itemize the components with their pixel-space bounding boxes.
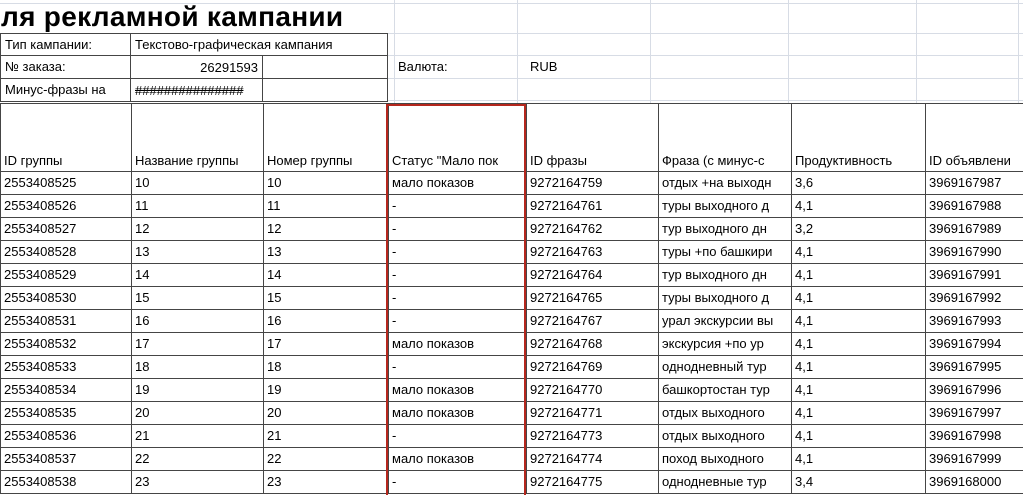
- order-number-value-cell[interactable]: 26291593: [130, 55, 263, 79]
- cell-nazvanie-gruppy[interactable]: 15: [132, 287, 264, 310]
- cell-produktivnost[interactable]: 4,1: [792, 241, 926, 264]
- cell-id-frazy[interactable]: 9272164761: [527, 195, 659, 218]
- cell-status-malo-pokazov[interactable]: мало показов: [389, 379, 527, 402]
- empty-cell[interactable]: [262, 55, 388, 79]
- gridline: [517, 0, 518, 103]
- cell-id-gruppy[interactable]: 2553408526: [1, 195, 132, 218]
- cell-produktivnost[interactable]: 3,2: [792, 218, 926, 241]
- table-row: [1, 333, 1023, 356]
- cell-nomer-gruppy[interactable]: 18: [264, 356, 389, 379]
- gridline: [387, 55, 1023, 56]
- cell-nazvanie-gruppy[interactable]: 18: [132, 356, 264, 379]
- table-row: [1, 379, 1023, 402]
- cell-produktivnost[interactable]: 3,6: [792, 172, 926, 195]
- cell-id-obyavleniya[interactable]: 3969168000: [926, 471, 1023, 494]
- cell-id-frazy[interactable]: 9272164763: [527, 241, 659, 264]
- cell-nazvanie-gruppy[interactable]: 12: [132, 218, 264, 241]
- table-row: [1, 241, 1023, 264]
- cell-id-frazy[interactable]: 9272164773: [527, 425, 659, 448]
- campaign-type-value-cell[interactable]: Текстово-графическая кампания: [130, 33, 388, 56]
- cell-status-malo-pokazov[interactable]: -: [389, 471, 527, 494]
- cell-produktivnost[interactable]: 4,1: [792, 195, 926, 218]
- cell-fraza[interactable]: отдых выходного: [659, 402, 792, 425]
- cell-fraza[interactable]: туры выходного д: [659, 287, 792, 310]
- cell-produktivnost[interactable]: 3,4: [792, 471, 926, 494]
- gridline: [1018, 0, 1019, 103]
- cell-id-gruppy[interactable]: 2553408538: [1, 471, 132, 494]
- cell-nomer-gruppy[interactable]: 22: [264, 448, 389, 471]
- table-header-row: [1, 104, 1023, 172]
- cell-produktivnost[interactable]: 4,1: [792, 264, 926, 287]
- order-number-label-cell[interactable]: № заказа:: [0, 55, 131, 79]
- cell-status-malo-pokazov[interactable]: -: [389, 356, 527, 379]
- cell-nomer-gruppy[interactable]: 23: [264, 471, 389, 494]
- currency-value-cell[interactable]: RUB: [530, 59, 558, 74]
- cell-fraza[interactable]: экскурсия +по ур: [659, 333, 792, 356]
- cell-fraza[interactable]: тур выходного дн: [659, 218, 792, 241]
- cell-fraza[interactable]: однодневные тур: [659, 471, 792, 494]
- cell-id-gruppy[interactable]: 2553408533: [1, 356, 132, 379]
- gridline: [788, 0, 789, 103]
- cell-produktivnost[interactable]: 4,1: [792, 333, 926, 356]
- cell-id-frazy[interactable]: 9272164759: [527, 172, 659, 195]
- cell-nazvanie-gruppy[interactable]: 21: [132, 425, 264, 448]
- cell-fraza[interactable]: отдых +на выходн: [659, 172, 792, 195]
- cell-status-malo-pokazov[interactable]: -: [389, 264, 527, 287]
- cell-id-gruppy[interactable]: 2553408527: [1, 218, 132, 241]
- cell-fraza[interactable]: урал экскурсии вы: [659, 310, 792, 333]
- cell-status-malo-pokazov[interactable]: -: [389, 241, 527, 264]
- cell-fraza[interactable]: туры +по башкири: [659, 241, 792, 264]
- cell-id-obyavleniya[interactable]: 3969167998: [926, 425, 1023, 448]
- cell-id-frazy[interactable]: 9272164765: [527, 287, 659, 310]
- cell-id-gruppy[interactable]: 2553408537: [1, 448, 132, 471]
- cell-status-malo-pokazov[interactable]: -: [389, 425, 527, 448]
- cell-produktivnost[interactable]: 4,1: [792, 356, 926, 379]
- cell-id-gruppy[interactable]: 2553408529: [1, 264, 132, 287]
- cell-id-frazy[interactable]: 9272164764: [527, 264, 659, 287]
- cell-id-gruppy[interactable]: 2553408535: [1, 402, 132, 425]
- cell-nomer-gruppy[interactable]: 14: [264, 264, 389, 287]
- cell-id-obyavleniya[interactable]: 3969167992: [926, 287, 1023, 310]
- cell-produktivnost[interactable]: 4,1: [792, 379, 926, 402]
- cell-nazvanie-gruppy[interactable]: 13: [132, 241, 264, 264]
- cell-status-malo-pokazov[interactable]: мало показов: [389, 172, 527, 195]
- cell-status-malo-pokazov[interactable]: мало показов: [389, 448, 527, 471]
- cell-nazvanie-gruppy[interactable]: 14: [132, 264, 264, 287]
- column-header-status-malo-pokazov[interactable]: Статус "Мало пок: [389, 104, 527, 172]
- sheet-title[interactable]: ля рекламной кампании: [1, 1, 344, 32]
- cell-nazvanie-gruppy[interactable]: 11: [132, 195, 264, 218]
- cell-id-obyavleniya[interactable]: 3969167994: [926, 333, 1023, 356]
- gridline: [387, 33, 1023, 34]
- cell-status-malo-pokazov[interactable]: -: [389, 218, 527, 241]
- minus-phrases-value-cell[interactable]: ###############: [130, 78, 263, 102]
- cell-produktivnost[interactable]: 4,1: [792, 425, 926, 448]
- cell-nazvanie-gruppy[interactable]: 23: [132, 471, 264, 494]
- cell-nazvanie-gruppy[interactable]: 16: [132, 310, 264, 333]
- cell-id-obyavleniya[interactable]: 3969167988: [926, 195, 1023, 218]
- cell-id-frazy[interactable]: 9272164775: [527, 471, 659, 494]
- cell-produktivnost[interactable]: 4,1: [792, 448, 926, 471]
- column-header-nomer-gruppy[interactable]: Номер группы: [264, 104, 389, 172]
- data-table: [0, 103, 1023, 494]
- cell-id-frazy[interactable]: 9272164769: [527, 356, 659, 379]
- cell-produktivnost[interactable]: 4,1: [792, 287, 926, 310]
- table-row: [1, 356, 1023, 379]
- table-row: [1, 448, 1023, 471]
- cell-id-obyavleniya[interactable]: 3969167996: [926, 379, 1023, 402]
- cell-nazvanie-gruppy[interactable]: 19: [132, 379, 264, 402]
- column-header-produktivnost[interactable]: Продуктивность: [792, 104, 926, 172]
- cell-nomer-gruppy[interactable]: 13: [264, 241, 389, 264]
- table-row: [1, 218, 1023, 241]
- table-row: [1, 264, 1023, 287]
- table-row: [1, 425, 1023, 448]
- cell-nazvanie-gruppy[interactable]: 10: [132, 172, 264, 195]
- cell-id-gruppy[interactable]: 2553408536: [1, 425, 132, 448]
- cell-id-obyavleniya[interactable]: 3969167997: [926, 402, 1023, 425]
- cell-produktivnost[interactable]: 4,1: [792, 310, 926, 333]
- cell-nomer-gruppy[interactable]: 10: [264, 172, 389, 195]
- cell-id-obyavleniya[interactable]: 3969167993: [926, 310, 1023, 333]
- cell-id-frazy[interactable]: 9272164771: [527, 402, 659, 425]
- column-header-id-frazy[interactable]: ID фразы: [527, 104, 659, 172]
- cell-id-obyavleniya[interactable]: 3969167987: [926, 172, 1023, 195]
- gridline: [387, 100, 1023, 101]
- gridline: [394, 0, 395, 103]
- cell-nomer-gruppy[interactable]: 12: [264, 218, 389, 241]
- cell-fraza[interactable]: отдых выходного: [659, 425, 792, 448]
- cell-id-obyavleniya[interactable]: 3969167995: [926, 356, 1023, 379]
- cell-status-malo-pokazov[interactable]: -: [389, 310, 527, 333]
- minus-phrases-label-cell[interactable]: Минус-фразы на: [0, 78, 131, 102]
- cell-id-gruppy[interactable]: 2553408530: [1, 287, 132, 310]
- column-header-nazvanie-gruppy[interactable]: Название группы: [132, 104, 264, 172]
- cell-id-gruppy[interactable]: 2553408531: [1, 310, 132, 333]
- table-row: [1, 402, 1023, 425]
- column-header-fraza[interactable]: Фраза (с минус-с: [659, 104, 792, 172]
- cell-nomer-gruppy[interactable]: 15: [264, 287, 389, 310]
- cell-fraza[interactable]: однодневный тур: [659, 356, 792, 379]
- cell-id-gruppy[interactable]: 2553408525: [1, 172, 132, 195]
- column-header-id-obyavleniya[interactable]: ID объявлени: [926, 104, 1023, 172]
- cell-nomer-gruppy[interactable]: 19: [264, 379, 389, 402]
- cell-id-frazy[interactable]: 9272164767: [527, 310, 659, 333]
- cell-id-frazy[interactable]: 9272164762: [527, 218, 659, 241]
- cell-nomer-gruppy[interactable]: 21: [264, 425, 389, 448]
- cell-id-frazy[interactable]: 9272164768: [527, 333, 659, 356]
- gridline: [650, 0, 651, 103]
- cell-id-frazy[interactable]: 9272164770: [527, 379, 659, 402]
- cell-fraza[interactable]: туры выходного д: [659, 195, 792, 218]
- empty-cell[interactable]: [262, 78, 388, 102]
- table-row: [1, 172, 1023, 195]
- cell-nomer-gruppy[interactable]: 11: [264, 195, 389, 218]
- gridline: [387, 78, 1023, 79]
- gridline: [916, 0, 917, 103]
- cell-id-obyavleniya[interactable]: 3969167991: [926, 264, 1023, 287]
- campaign-type-label-cell[interactable]: Тип кампании:: [0, 33, 131, 56]
- cell-id-gruppy[interactable]: 2553408534: [1, 379, 132, 402]
- table-row: [1, 287, 1023, 310]
- cell-nomer-gruppy[interactable]: 20: [264, 402, 389, 425]
- cell-nomer-gruppy[interactable]: 17: [264, 333, 389, 356]
- table-row: [1, 310, 1023, 333]
- cell-id-frazy[interactable]: 9272164774: [527, 448, 659, 471]
- cell-id-obyavleniya[interactable]: 3969167989: [926, 218, 1023, 241]
- cell-fraza[interactable]: тур выходного дн: [659, 264, 792, 287]
- cell-status-malo-pokazov[interactable]: мало показов: [389, 333, 527, 356]
- cell-status-malo-pokazov[interactable]: -: [389, 195, 527, 218]
- cell-fraza[interactable]: башкортостан тур: [659, 379, 792, 402]
- table-row: [1, 195, 1023, 218]
- currency-label-cell[interactable]: Валюта:: [398, 59, 448, 74]
- cell-fraza[interactable]: поход выходного: [659, 448, 792, 471]
- column-header-id-gruppy[interactable]: ID группы: [1, 104, 132, 172]
- cell-status-malo-pokazov[interactable]: мало показов: [389, 402, 527, 425]
- cell-id-obyavleniya[interactable]: 3969167990: [926, 241, 1023, 264]
- cell-nazvanie-gruppy[interactable]: 22: [132, 448, 264, 471]
- cell-status-malo-pokazov[interactable]: -: [389, 287, 527, 310]
- cell-id-gruppy[interactable]: 2553408532: [1, 333, 132, 356]
- table-row: [1, 471, 1023, 494]
- cell-id-gruppy[interactable]: 2553408528: [1, 241, 132, 264]
- cell-nazvanie-gruppy[interactable]: 20: [132, 402, 264, 425]
- cell-nazvanie-gruppy[interactable]: 17: [132, 333, 264, 356]
- cell-produktivnost[interactable]: 4,1: [792, 402, 926, 425]
- cell-id-obyavleniya[interactable]: 3969167999: [926, 448, 1023, 471]
- cell-nomer-gruppy[interactable]: 16: [264, 310, 389, 333]
